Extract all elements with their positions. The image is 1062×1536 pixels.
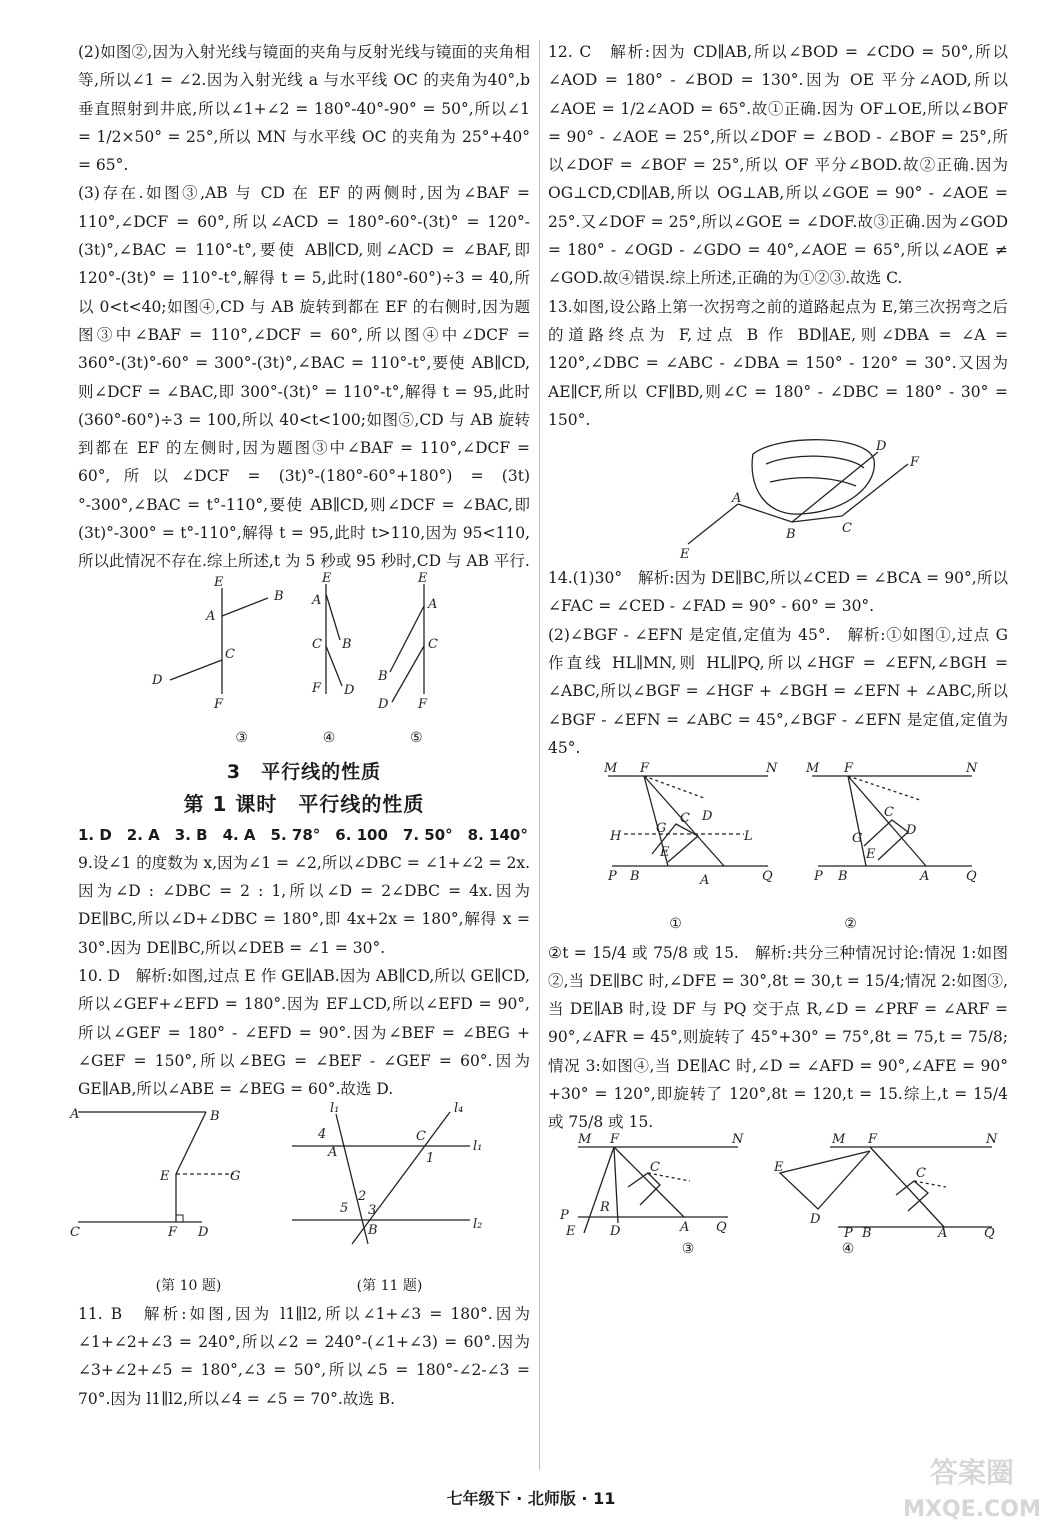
svg-text:F: F (910, 455, 920, 471)
svg-text:C: C (428, 636, 438, 652)
svg-text:Q: Q (716, 1219, 727, 1235)
svg-text:1: 1 (426, 1150, 435, 1166)
caption-14-4: ④ (841, 1240, 855, 1257)
left-column (70, 38, 530, 1413)
question-14-part-1: 14.(1)30° 解析:因为 DE∥BC,所以∠CED = ∠BCA = 90°,所以∠FAC = ∠CED - ∠FAD = 90° - 60° = 30°. (548, 569, 1008, 616)
svg-text:H: H (610, 829, 622, 845)
svg-text:G: G (852, 831, 863, 847)
svg-text:C: C (884, 805, 894, 821)
svg-text:G: G (230, 1168, 241, 1184)
figures-14-1-2 (548, 762, 1008, 912)
svg-text:N: N (966, 761, 978, 777)
figure-14-2 (805, 761, 978, 884)
svg-text:B: B (862, 1225, 872, 1241)
svg-text:A: A (680, 1219, 690, 1235)
svg-text:P: P (814, 869, 823, 885)
answers-line: 1. D 2. A 3. B 4. A 5. 78° 6. 100 7. 50° 8. 140° (78, 825, 528, 844)
svg-text:D: D (610, 1223, 621, 1239)
svg-text:F: F (610, 1131, 620, 1147)
figure-10-11 (70, 1100, 530, 1274)
svg-text:E: E (680, 547, 690, 563)
svg-text:E: E (774, 1159, 784, 1175)
svg-text:MXQE.COM: MXQE.COM (903, 1497, 1041, 1522)
svg-text:B: B (378, 668, 388, 684)
svg-text:l₁: l₁ (330, 1100, 340, 1116)
question-10: 10. D 解析:如图,过点 E 作 GE∥AB.因为 AB∥CD,所以 GE∥CD,所以∠GEF+∠EFD = 180°.因为 EF⊥CD,所以∠EFD = 90°,所以∠GEF = 180° - ∠EFD = 90°.因为∠BEF = ∠BEG + ∠GEF = 150°,所以∠BEG = ∠BEF - ∠GEF = 60°.因为 GE∥AB,所以∠ABE = ∠BEG = 60°.故选 D. (78, 967, 530, 1099)
svg-text:2: 2 (358, 1188, 367, 1204)
caption-14-2: ② (844, 916, 857, 933)
svg-text:M: M (604, 761, 618, 777)
svg-text:M: M (832, 1131, 846, 1147)
svg-text:P: P (560, 1207, 569, 1223)
svg-text:E: E (160, 1168, 170, 1184)
svg-text:P: P (608, 869, 617, 885)
figure-13 (548, 434, 1008, 564)
figure-14-3 (559, 1132, 744, 1239)
left-paragraph-3: (3)存在.如图③,AB 与 CD 在 EF 的两侧时,因为∠BAF = 110°,∠DCF = 60°,所以∠ACD = 180°-60°-(3t)° = 120°-(3t)°,∠BAC = 110°-t°,要使 AB∥CD,则∠ACD = ∠BAF,即 120°-(3t)° = 110°-t°,解得 t = 5,此时(180°-60°)÷3 = 40,所以 0<t<40;如图④,CD 与 AB 旋转到都在 EF 的右侧时,因为题图③中∠BAF = 110°,∠DCF = 60°,所以图④中∠DCF = 360°-(3t)°-60° = 300°-(3t)°,∠BAC = 110°-t°,要使 AB∥CD,则∠DCF = ∠BAC,即 300°-(3t)° = 110°-t°,解得 t = 95,此时(360°-60°)÷3 = 100,所以 40<t<100;如图⑤,CD 与 AB 旋转到都在 EF 的左侧时,因为题图③中∠BAF = 110°,∠DCF = 60°,所以∠DCF = (3t)°-(180°-60°+180°) = (3t)°-300°,∠BAC = t°-110°,要使 AB∥CD,则∠DCF = ∠BAC,即(3t)°-300° = t°-110°,解得 t = 95,此时 t>110,因为 95<110,所以此情况不存在.综上所述,t 为 5 秒或 95 秒时,CD 与 AB 平行. (78, 184, 530, 571)
svg-text:F: F (168, 1224, 178, 1240)
svg-text:A: A (938, 1225, 948, 1241)
question-14-part-2: (2)∠BGF - ∠EFN 是定值,定值为 45°. 解析:①如图①,过点 G 作直线 HL∥MN,则 HL∥PQ,所以∠HGF = ∠EFN,∠BGH = ∠ABC,所以∠BGF = ∠HGF + ∠BGH = ∠EFN + ∠ABC,所以∠BGF - ∠EFN = ∠ABC = 45°,∠BGF - ∠EFN 是定值,定值为 45°. (548, 625, 1008, 757)
svg-text:E: E (322, 570, 332, 586)
svg-text:F: F (868, 1131, 878, 1147)
svg-text:L: L (744, 829, 753, 845)
svg-text:E: E (660, 845, 670, 861)
lesson-title: 第 1 课时 平行线的性质 (183, 792, 425, 817)
figure-5 (377, 571, 438, 712)
svg-text:B: B (368, 1222, 378, 1238)
svg-text:l₂: l₂ (473, 1216, 483, 1232)
caption-4: ④ (322, 729, 336, 746)
svg-text:5: 5 (340, 1200, 349, 1216)
caption-q10: (第 10 题) (155, 1277, 222, 1294)
svg-text:C: C (70, 1224, 80, 1240)
caption-q11: (第 11 题) (356, 1277, 423, 1294)
svg-text:B: B (786, 527, 796, 543)
question-13: 13.如图,设公路上第一次拐弯之前的道路起点为 E,第三次拐弯之后的道路终点为 F,过点 B 作 BD∥AE,则∠DBA = ∠A = 120°,∠DBC = ∠ABC - ∠DBA = 150° - 120° = 30°.又因为 AE∥CF,所以 CF∥BD,则∠C = 180° - ∠DBC = 180° - 30° = 150°. (548, 297, 1008, 429)
svg-text:N: N (766, 761, 778, 777)
figure-3 (151, 575, 284, 712)
question-9: 9.设∠1 的度数为 x,因为∠1 = ∠2,所以∠DBC = ∠1+∠2 = 2x.因为∠D : ∠DBC = 2 : 1,所以∠D = 2∠DBC = 4x.因为 DE∥BC,所以∠D+∠DBC = 180°,即 4x+2x = 180°,解得 x = 30°.因为 DE∥BC,所以∠DEB = ∠1 = 30°. (78, 853, 530, 957)
svg-text:D: D (344, 682, 355, 698)
svg-text:F: F (418, 696, 428, 712)
svg-text:Q: Q (966, 869, 977, 885)
svg-text:N: N (986, 1131, 998, 1147)
svg-text:E: E (866, 847, 876, 863)
svg-text:F: F (214, 696, 224, 712)
figure-14-captions-a (548, 910, 1008, 938)
svg-text:D: D (702, 809, 713, 825)
svg-text:A: A (428, 596, 438, 612)
svg-text:R: R (600, 1199, 610, 1215)
svg-text:N: N (732, 1131, 744, 1147)
svg-text:B: B (630, 869, 640, 885)
svg-text:A: A (732, 491, 742, 507)
svg-text:B: B (342, 636, 352, 652)
svg-text:C: C (916, 1165, 926, 1181)
figure-14-4 (773, 1132, 998, 1241)
svg-text:4: 4 (318, 1126, 327, 1142)
caption-3: ③ (235, 729, 248, 746)
svg-text:D: D (198, 1224, 209, 1240)
column-divider (539, 40, 540, 1470)
figure-3-4-5 (78, 570, 530, 726)
svg-text:C: C (416, 1128, 426, 1144)
svg-text:D: D (876, 439, 887, 455)
svg-text:3: 3 (368, 1202, 377, 1218)
watermark-logo (892, 1440, 1052, 1530)
figure-11 (292, 1101, 482, 1244)
right-column (548, 38, 1008, 1263)
svg-text:D: D (810, 1211, 821, 1227)
svg-text:l₄: l₄ (454, 1100, 464, 1116)
svg-text:C: C (650, 1159, 660, 1175)
svg-text:C: C (680, 811, 690, 827)
caption-5: ⑤ (410, 729, 423, 746)
svg-text:F: F (844, 761, 854, 777)
question-11: 11. B 解析:如图,因为 l1∥l2,所以∠1+∠3 = 180°.因为∠1+∠2+∠3 = 240°,所以∠2 = 240°-(∠1+∠3) = 60°.因为∠3+∠2+∠5 = 180°,∠3 = 50°,所以∠5 = 180°-∠2-∠3 = 70°.因为 l1∥l2,所以∠4 = ∠5 = 70°.故选 B. (78, 1304, 530, 1408)
svg-text:E: E (214, 574, 224, 590)
svg-text:Q: Q (762, 869, 773, 885)
svg-text:F: F (640, 761, 650, 777)
svg-text:A: A (920, 869, 930, 885)
question-12: 12. C 解析:因为 CD∥AB,所以∠BOD = ∠CDO = 50°,所以∠AOD = 180° - ∠BOD = 130°.因为 OE 平分∠AOD,所以∠AOE = 1/2∠AOD = 65°.故①正确.因为 OF⊥OE,所以∠BOF = 90° - ∠AOE = 25°,所以∠DOF = ∠BOD - ∠BOF = 25°,所以∠DOF = ∠BOF = 25°,所以 OF 平分∠BOD.故②正确.因为 OG⊥CD,CD∥AB,所以 OG⊥AB,所以∠GOE = 90° - ∠AOE = 25°.又∠DOF = 25°,所以∠GOE = ∠DOF.故③正确.因为∠GOD = 180° - ∠OGD - ∠GDO = 40°,∠AOE = 65°,所以∠AOE ≠ ∠GOD.故④错误.综上所述,正确的为①②③.故选 C. (548, 43, 1008, 288)
figure-10-11-captions (78, 1272, 530, 1300)
svg-text:A: A (70, 1106, 80, 1122)
figures-14-3-4 (548, 1131, 1008, 1241)
svg-text:B: B (838, 869, 848, 885)
svg-text:D: D (378, 696, 389, 712)
page-footer: 七年级下 · 北师版 · 11 (446, 1489, 616, 1508)
question-14-part-3: ②t = 15/4 或 75/8 或 15. 解析:共分三种情况讨论:情况 1:如图②,当 DE∥BC 时,∠DFE = 30°,8t = 30,t = 15/4;情况 2:如图③,当 DE∥AB 时,设 DF 与 PQ 交于点 R,∠D = ∠PRF = ∠ARF = 90°,∠AFR = 45°,则旋转了 45°+30° = 75°,8t = 75,t = 75/8;情况 3:如图④,当 DE∥AC 时,∠D = ∠AFD = 90°,∠AFE = 90°+30° = 120°,即旋转了 120°,8t = 120,t = 15.综上,t = 15/4 或 75/8 或 15. (548, 943, 1008, 1132)
svg-text:D: D (906, 823, 917, 839)
svg-text:C: C (312, 636, 322, 652)
svg-text:l₁: l₁ (473, 1138, 483, 1154)
figure-14-1 (603, 761, 778, 888)
left-paragraph-2: (2)如图②,因为入射光线与镜面的夹角与反射光线与镜面的夹角相等,所以∠1 = ∠2.因为入射光线 a 与水平线 OC 的夹角为40°,b 垂直照射到井底,所以∠1+∠2 = 180°-40°-90° = 50°,所以∠1 = 1/2×50° = 25°,所以 MN 与水平线 OC 的夹角为 25°+40° = 65°. (78, 43, 530, 175)
svg-text:E: E (418, 570, 428, 586)
figure-10 (69, 1107, 240, 1240)
svg-text:A: A (312, 592, 322, 608)
svg-text:A: A (206, 608, 216, 624)
figure-4 (311, 571, 355, 698)
svg-text:B: B (274, 588, 284, 604)
section-title: 3 平行线的性质 (226, 760, 382, 783)
caption-14-3: ③ (681, 1240, 695, 1257)
svg-text:P: P (844, 1225, 853, 1241)
svg-text:G: G (656, 821, 667, 837)
svg-text:E: E (566, 1223, 576, 1239)
svg-text:答案圈: 答案圈 (929, 1456, 1015, 1489)
svg-text:M: M (578, 1131, 592, 1147)
svg-text:M: M (806, 761, 820, 777)
svg-text:C: C (842, 521, 852, 537)
svg-text:B: B (210, 1108, 220, 1124)
svg-text:D: D (152, 672, 163, 688)
svg-text:A: A (700, 873, 710, 889)
caption-14-1: ① (669, 916, 682, 933)
svg-text:F: F (312, 680, 322, 696)
svg-text:C: C (225, 646, 235, 662)
svg-text:Q: Q (984, 1225, 995, 1241)
svg-text:A: A (328, 1144, 338, 1160)
figure-captions-row (78, 724, 530, 752)
